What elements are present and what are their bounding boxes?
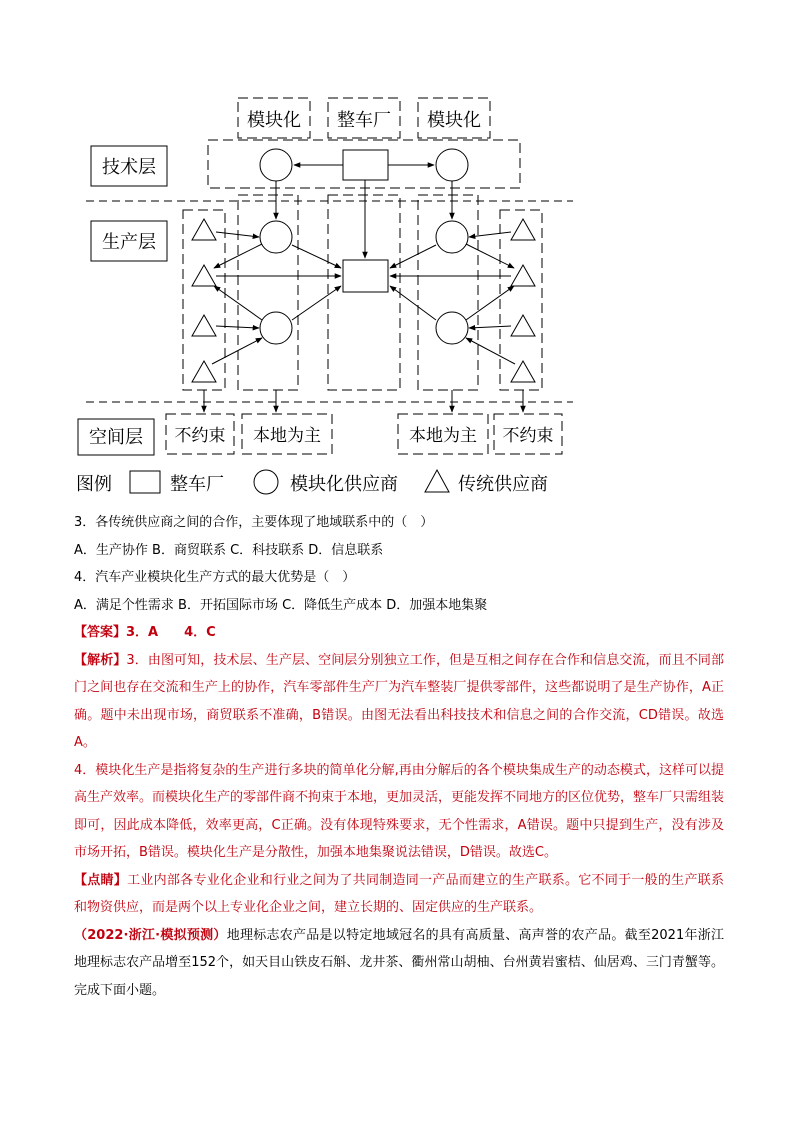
answer-text: 3．A 4．C	[126, 625, 216, 640]
bottom-label-unconstrained-right: 不约束	[502, 426, 554, 446]
answer-label: 【答案】	[74, 625, 127, 640]
legend-module-label: 模块化供应商	[290, 474, 398, 495]
traditional-supplier-node	[192, 315, 216, 336]
module-supplier-node	[260, 312, 292, 344]
legend-traditional-symbol	[425, 470, 449, 492]
module-supplier-node	[436, 149, 468, 181]
module-supplier-node	[436, 221, 468, 253]
top-label-module-left: 模块化	[247, 110, 301, 131]
module-supplier-node	[260, 221, 292, 253]
comment	[74, 867, 724, 922]
bottom-label-unconstrained-left: 不约束	[174, 426, 226, 446]
next-intro-text: 地理标志农产品是以特定地域冠名的具有高质量、高声誉的农产品。截至2021年浙江地理标志农产品增至152个，如天目山铁皮石斛、龙井茶、衢州常山胡柚、台州黄岩蜜桔、仙居鸡、三门青蟹等。完成下面小题。	[74, 927, 724, 998]
supply-chain-diagram	[0, 0, 794, 505]
layer-label-space: 空间层	[89, 427, 143, 448]
legend-traditional-label: 传统供应商	[458, 474, 548, 495]
question-4: 4．汽车产业模块化生产方式的最大优势是（ ）	[74, 570, 356, 585]
question-3-options: A．生产协作 B．商贸联系 C．科技联系 D．信息联系	[74, 542, 384, 558]
comment-text: 工业内部各专业化企业和行业之间为了共同制造同一产品而建立的生产联系。它不同于一般的生产联系和物资供应，而是两个以上专业化企业之间，建立长期的、固定供应的生产联系。	[74, 872, 724, 915]
comment-label: 【点睛】	[74, 872, 128, 888]
top-label-module-right: 模块化	[427, 110, 481, 131]
legend-oem-symbol	[130, 471, 160, 493]
question-3: 3．各传统供应商之间的合作，主要体现了地域联系中的（ ）	[74, 515, 434, 530]
analysis-3-text: 3．由图可知，技术层、生产层、空间层分别独立工作，但是互相之间存在合作和信息交流，而且不同部门之间也存在交流和生产上的协作，汽车零部件生产厂为汽车整装厂提供零部件，这些都说明了是生产协作，A正确。题中未出现市场，商贸联系不准确，B错误。由图无法看出科技技术和信息之间的合作交流，CD错误。故选A。	[74, 652, 724, 750]
next-intro-source: （2022·浙江·模拟预测）	[74, 927, 227, 943]
top-label-oem: 整车厂	[337, 110, 391, 131]
module-supplier-node	[260, 149, 292, 181]
legend-title: 图例	[76, 474, 112, 495]
bottom-label-local-right: 本地为主	[409, 426, 477, 446]
traditional-supplier-node	[511, 219, 535, 240]
analysis-3	[74, 647, 724, 757]
module-supplier-node	[436, 312, 468, 344]
analysis-4: 4．模块化生产是指将复杂的生产进行多块的简单化分解,再由分解后的各个模块集成生产的动态模式，这样可以提高生产效率。而模块化生产的零部件商不拘束于本地，更加灵活，更能发挥不同地方的区位优势，整车厂只需组装即可，因此成本降低，效率更高，C正确。没有体现特殊要求，无个性需求，A错误。题中只提到生产，没有涉及市场开拓，B错误。模块化生产是分散性，加强本地集聚说法错误，D错误。故选C。	[74, 762, 725, 860]
traditional-supplier-node	[511, 315, 535, 336]
layer-label-production: 生产层	[102, 232, 156, 253]
legend-module-symbol	[254, 470, 278, 494]
legend-oem-label: 整车厂	[170, 474, 224, 495]
traditional-supplier-node	[511, 265, 535, 286]
layer-label-tech: 技术层	[102, 157, 156, 178]
question-4-options: A．满足个性需求 B．开拓国际市场 C．降低生产成本 D．加强本地集聚	[74, 597, 488, 613]
traditional-supplier-node	[192, 265, 216, 286]
question-content	[74, 509, 724, 1004]
next-intro	[74, 922, 724, 1005]
oem-node	[343, 260, 388, 292]
answer	[74, 619, 724, 647]
traditional-supplier-node	[192, 219, 216, 240]
analysis-label: 【解析】	[74, 652, 127, 668]
bottom-label-local-left: 本地为主	[253, 426, 321, 446]
oem-node	[343, 150, 388, 180]
